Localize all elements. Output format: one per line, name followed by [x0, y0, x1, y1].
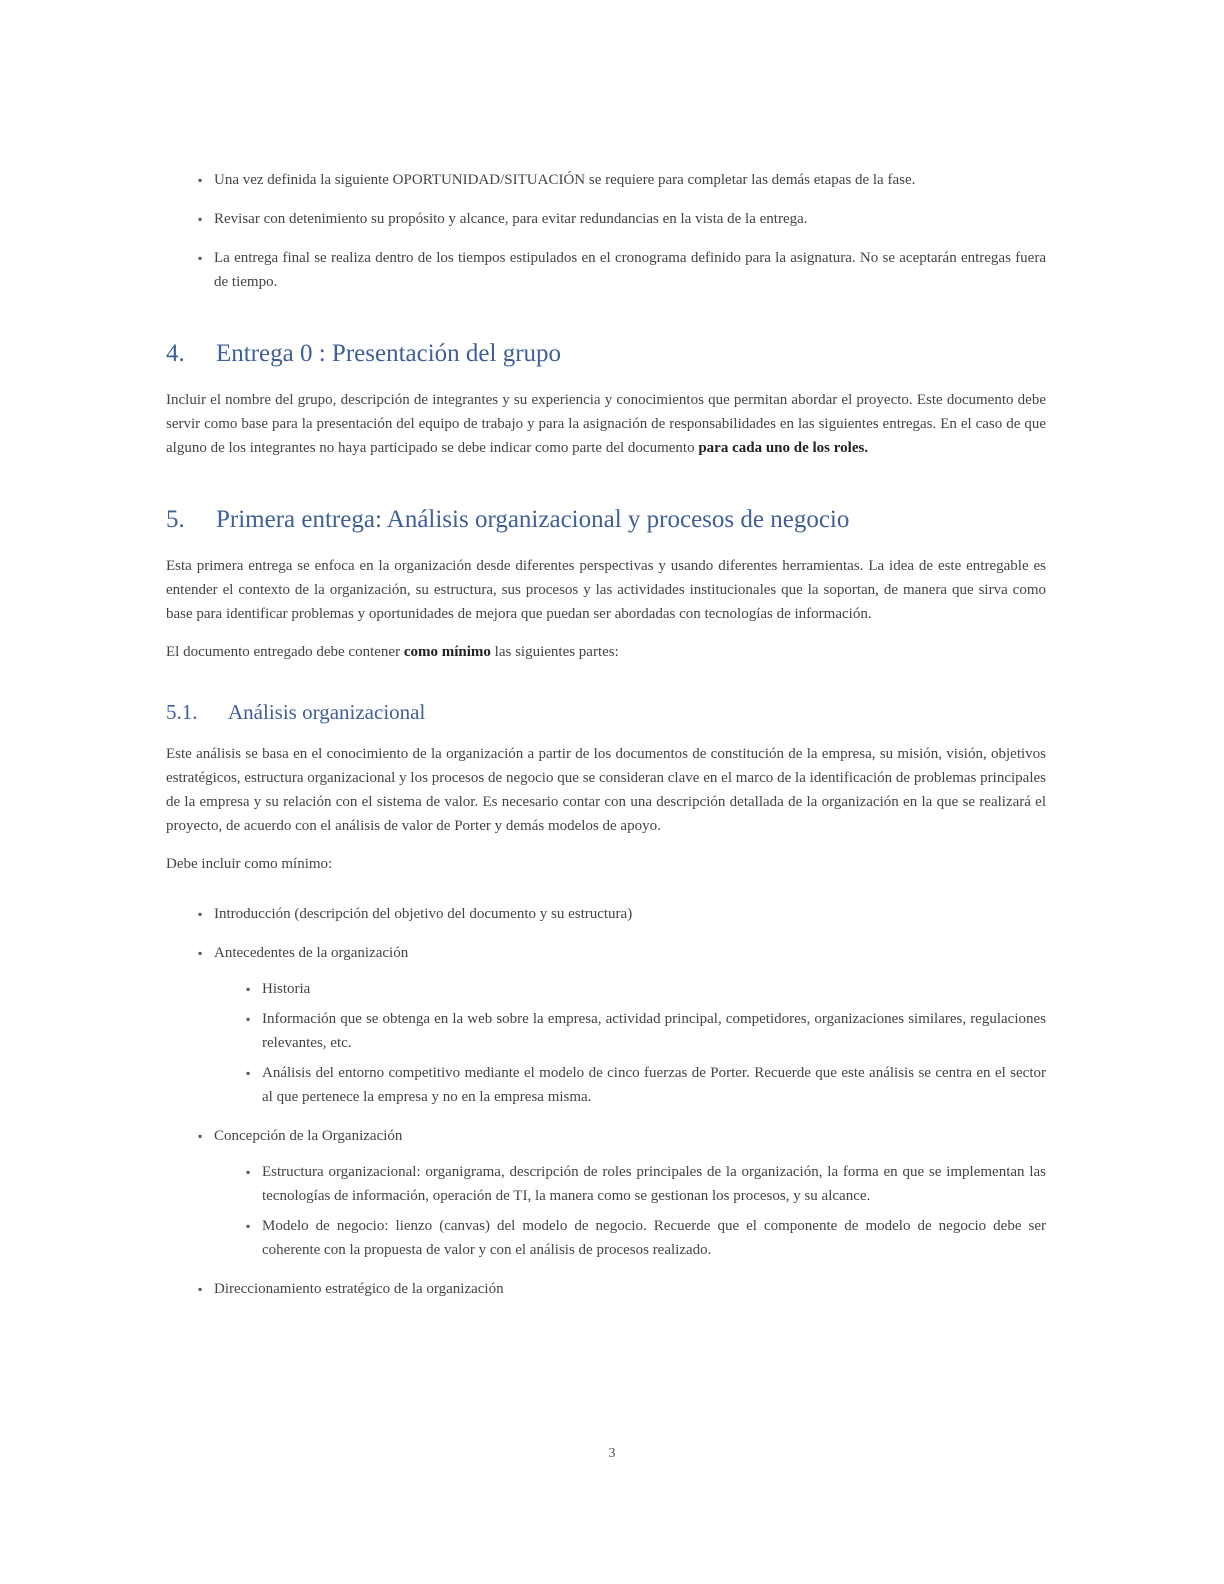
section-5-1-body: Este análisis se basa en el conocimiento de la organización a partir de los documentos de constitución de la empresa, su misión, visión, objetivos estratégicos, estructura organizacional y los procesos de negocio que se consideran clave en el marco de la identificación de problemas principales de la empresa y su relación con el sistema de valor. Es necesario contar con una descripción detallada de la organización en la que se realizará el proyecto, de acuerdo con el análisis de valor de Porter y demás modelos de apoyo. — [166, 746, 1046, 834]
sub-list — [214, 1160, 1046, 1262]
item-text: Concepción de la Organización — [214, 1128, 403, 1144]
list-item — [166, 902, 1046, 926]
sub-list-item: ▪ Información que se obtenga en la web sobre la empresa, actividad principal, competidores, organizaciones similares, regulaciones relevantes, etc. — [214, 1007, 1046, 1055]
sub-list-item: ▪ Análisis del entorno competitivo mediante el modelo de cinco fuerzas de Porter. Recuerde que este análisis se centra en el sector al que pertenece la empresa y no en la empresa misma. — [214, 1061, 1046, 1109]
sub-list-item: ▪ Estructura organizacional: organigrama, descripción de roles principales de la organización, la forma en que se implementan las tecnologías de información, operación de TI, la manera como se gestionan los procesos, y su alcance. — [214, 1160, 1046, 1208]
section-5-1-heading — [166, 698, 1046, 726]
section-4-heading — [166, 338, 1046, 370]
list-item — [166, 941, 1046, 1109]
list-item — [166, 1277, 1046, 1301]
contents-list — [166, 902, 1046, 1301]
section-4-body — [166, 388, 1046, 460]
section-title: Primera entrega: Análisis organizacional y procesos de negocio — [216, 506, 850, 533]
note-text: El documento entregado debe contener — [166, 644, 404, 660]
sub-list-item: ▪ Historia — [214, 977, 1046, 1001]
note-text: las siguientes partes: — [490, 644, 619, 660]
body-text: Incluir el nombre del grupo, descripción de integrantes y su experiencia y conocimientos que permitan abordar el proyecto. Este documento debe servir como base para la presentación del equipo de trabajo y para la asignación de responsabilidades en las siguientes entregas. En el caso de que alguno de los integrantes no haya participado se debe indicar como parte del documento — [166, 392, 1046, 456]
section-number: 4. — [166, 340, 185, 367]
section-5-heading — [166, 504, 1046, 536]
requirements-list — [166, 168, 1046, 294]
list-item: ▪ Una vez definida la siguiente OPORTUNIDAD/SITUACIÓN se requiere para completar las demás etapas de la fase. — [166, 168, 1046, 192]
list-item — [166, 1124, 1046, 1262]
section-5-1-intro: Debe incluir como mínimo: — [166, 856, 333, 872]
section-number: 5. — [166, 506, 185, 533]
sub-list-item: ▪ Modelo de negocio: lienzo (canvas) del modelo de negocio. Recuerde que el componente de modelo de negocio debe ser coherente con la propuesta de valor y con el análisis de procesos realizado. — [214, 1214, 1046, 1262]
item-text: Direccionamiento estratégico de la organización — [214, 1281, 504, 1297]
section-number: 5.1. — [166, 700, 198, 724]
document-page — [166, 168, 1046, 1316]
section-5-body: Esta primera entrega se enfoca en la organización desde diferentes perspectivas y usando diferentes herramientas. La idea de este entregable es entender el contexto de la organización, su estructura, sus procesos y las actividades institucionales que la soportan, de manera que sirva como base para identificar problemas y oportunidades de mejora que puedan ser abordadas con tecnologías de información. — [166, 558, 1046, 622]
section-title: Análisis organizacional — [228, 700, 426, 724]
list-item: ▪ La entrega final se realiza dentro de los tiempos estipulados en el cronograma definido para la asignatura. No se aceptarán entregas fuera de tiempo. — [166, 246, 1046, 294]
page-number: 3 — [608, 1446, 616, 1461]
item-text: Antecedentes de la organización — [214, 945, 409, 961]
item-text: Introducción (descripción del objetivo del documento y su estructura) — [214, 906, 633, 922]
body-bold-text: para cada uno de los roles. — [698, 440, 869, 456]
note-bold: como mínimo — [403, 644, 491, 660]
sub-list — [214, 977, 1046, 1109]
section-5-note — [166, 640, 1046, 664]
list-item: ▪ Revisar con detenimiento su propósito y alcance, para evitar redundancias en la vista de la entrega. — [166, 207, 1046, 231]
section-title: Entrega 0 : Presentación del grupo — [216, 340, 562, 367]
